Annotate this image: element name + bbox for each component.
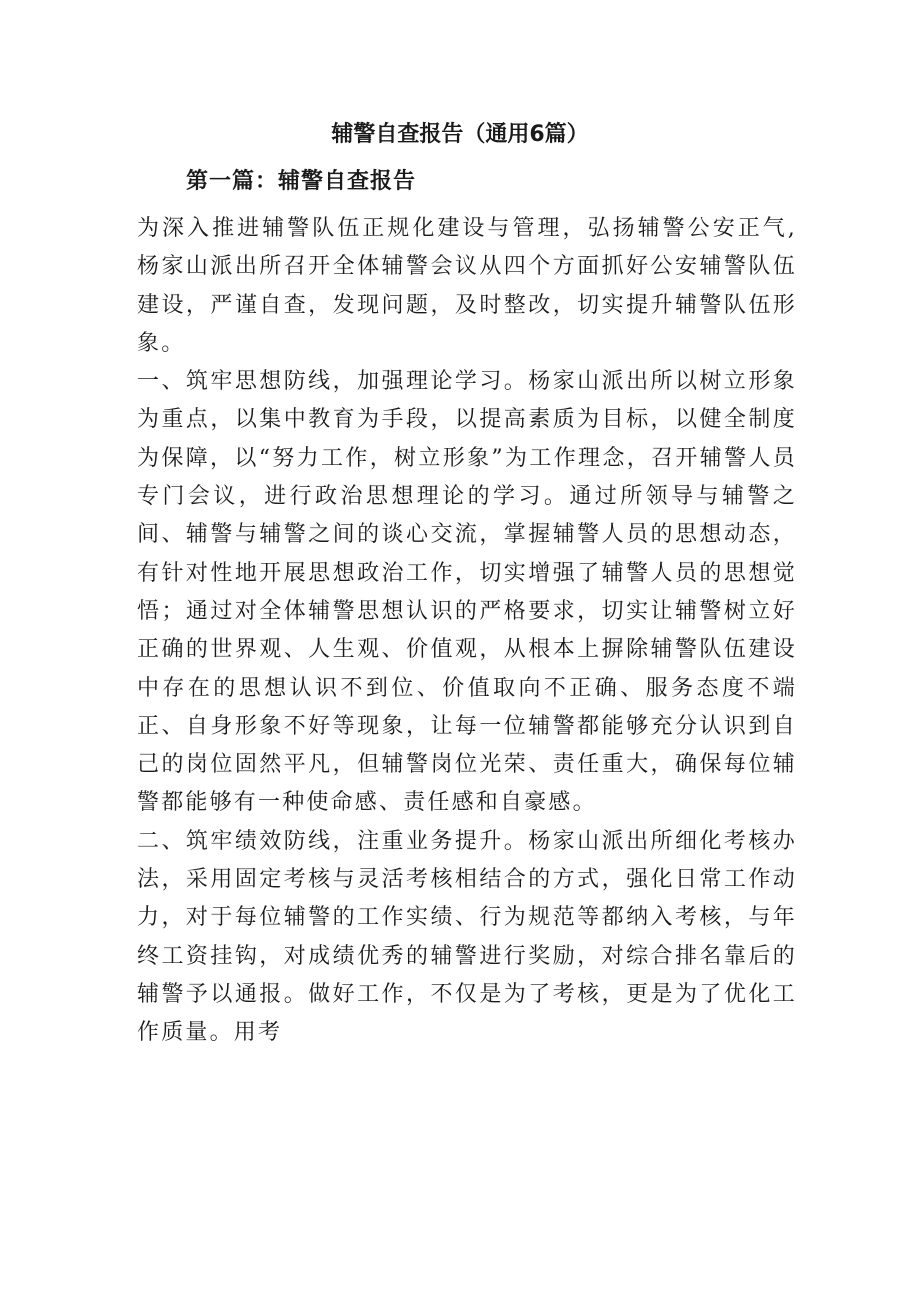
paragraph-point-one: 一、筑牢思想防线，加强理论学习。杨家山派出所以树立形象为重点，以集中教育为手段，以提高素质为目标，以健全制度为保障，以“努力工作，树立形象”为工作理念，召开辅警人员专门会议，进行政治思想理论的学习。通过所领导与辅警之间、辅警与辅警之间的谈心交流，掌握辅警人员的思想动态，有针对性地开展思想政治工作，切实增强了辅警人员的思想觉悟；通过对全体辅警思想认识的严格要求，切实让辅警树立好正确的世界观、人生观、价值观，从根本上摒除辅警队伍建设中存在的思想认识不到位、价值取向不正确、服务态度不端正、自身形象不好等现象，让每一位辅警都能够充分认识到自己的岗位固然平凡，但辅警岗位光荣、责任重大，确保每位辅警都能够有一种使命感、责任感和自豪感。 bbox=[137, 369, 797, 816]
paragraph-intro: 为深入推进辅警队伍正规化建设与管理，弘扬辅警公安正气,杨家山派出所召开全体辅警会议从四个方面抓好公安辅警队伍建设，严谨自查，发现问题，及时整改，切实提升辅警队伍形象。 bbox=[137, 216, 797, 356]
section-heading: 第一篇：辅警自查报告 bbox=[186, 168, 417, 194]
paragraph-point-two: 二、筑牢绩效防线，注重业务提升。杨家山派出所细化考核办法，采用固定考核与灵活考核相结合的方式，强化日常工作动力，对于每位辅警的工作实绩、行为规范等都纳入考核，与年终工资挂钩，对成绩优秀的辅警进行奖励，对综合排名靠后的辅警予以通报。做好工作，不仅是为了考核，更是为了优化工作质量。用考 bbox=[137, 828, 797, 1046]
document-title: 辅警自查报告（通用6篇） bbox=[331, 122, 589, 147]
document-body bbox=[137, 210, 797, 1053]
